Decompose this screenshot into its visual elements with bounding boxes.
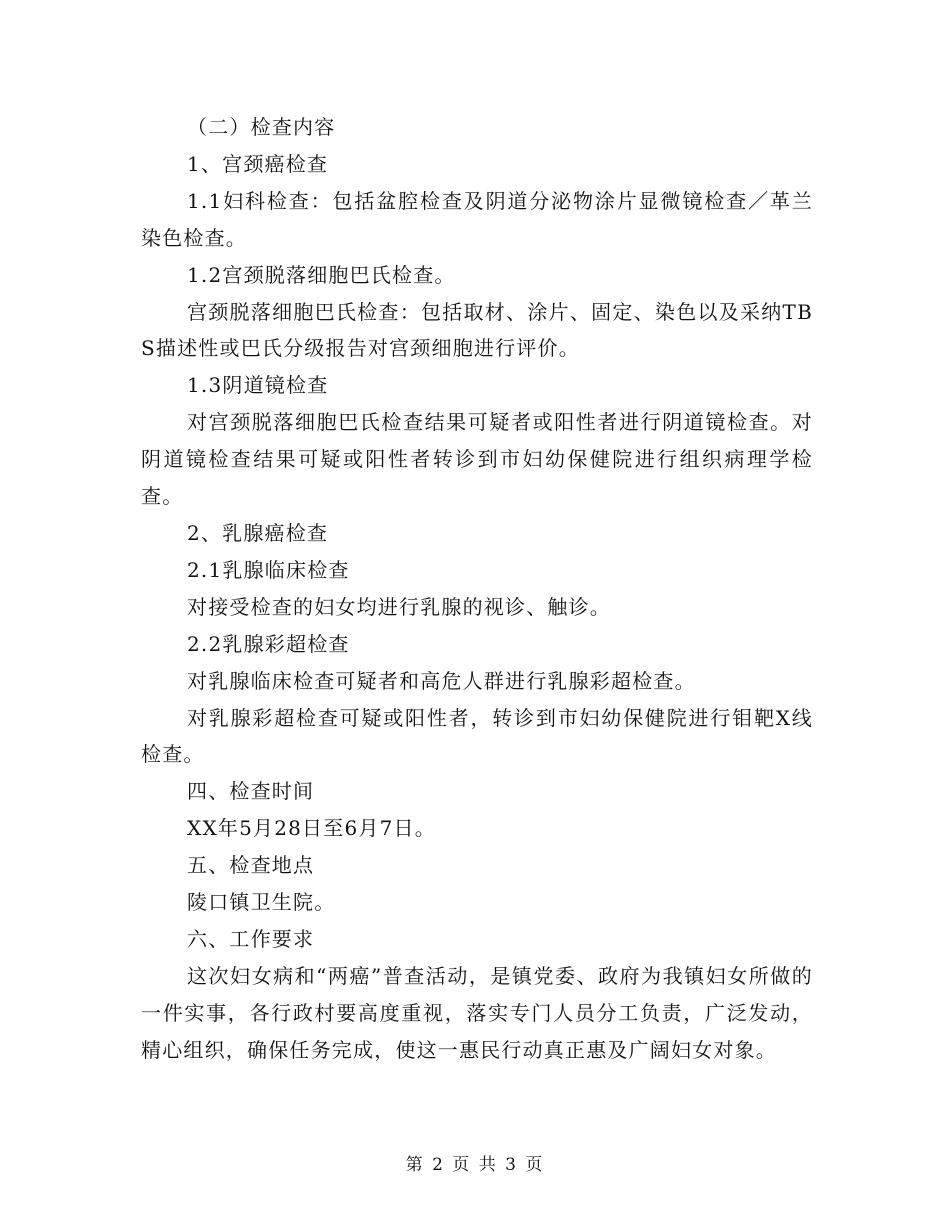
section-heading: 五、检查地点 [187, 853, 315, 878]
paragraph: 宫颈脱落细胞巴氏检查：包括取材、涂片、固定、染色以及采纳TBS描述性或巴氏分级报告对宫颈细胞进行评价。 [141, 299, 813, 361]
paragraph: 陵口镇卫生院。 [187, 890, 336, 915]
paragraph: XX年5月28日至6月7日。 [187, 816, 436, 841]
paragraph: 对宫颈脱落细胞巴氏检查结果可疑者或阳性者进行阴道镜检查。对阴道镜检查结果可疑或阳性者转诊到市妇幼保健院进行组织病理学检查。 [141, 410, 813, 509]
document-body [141, 109, 813, 1069]
paragraph: 2.1乳腺临床检查 [187, 557, 350, 582]
paragraph: 对乳腺临床检查可疑者和高危人群进行乳腺彩超检查。 [187, 668, 696, 693]
paragraph: 对乳腺彩超检查可疑或阳性者，转诊到市妇幼保健院进行钼靶X线检查。 [141, 705, 813, 767]
paragraph: 1.3阴道镜检查 [187, 373, 329, 398]
paragraph: 1.2宫颈脱落细胞巴氏检查。 [187, 262, 456, 287]
subsection-heading: 2、乳腺癌检查 [187, 520, 329, 545]
paragraph: 这次妇女病和“两癌”普查活动，是镇党委、政府为我镇妇女所做的一件实事，各行政村要高度重视，落实专门人员分工负责，广泛发动，精心组织，确保任务完成，使这一惠民行动真正惠及广阔妇女对象。 [141, 963, 813, 1062]
page-number: 第 2 页 共 3 页 [405, 1155, 545, 1175]
section-heading: 四、检查时间 [187, 779, 315, 804]
paragraph: 1.1妇科检查：包括盆腔检查及阴道分泌物涂片显微镜检查／革兰染色检查。 [141, 188, 813, 250]
section-heading: 六、工作要求 [187, 926, 315, 951]
page-footer [0, 1153, 950, 1177]
subsection-heading: 1、宫颈癌检查 [187, 151, 329, 176]
section-heading: （二）检查内容 [187, 115, 336, 139]
paragraph: 2.2乳腺彩超检查 [187, 631, 350, 656]
paragraph: 对接受检查的妇女均进行乳腺的视诊、触诊。 [187, 594, 611, 619]
